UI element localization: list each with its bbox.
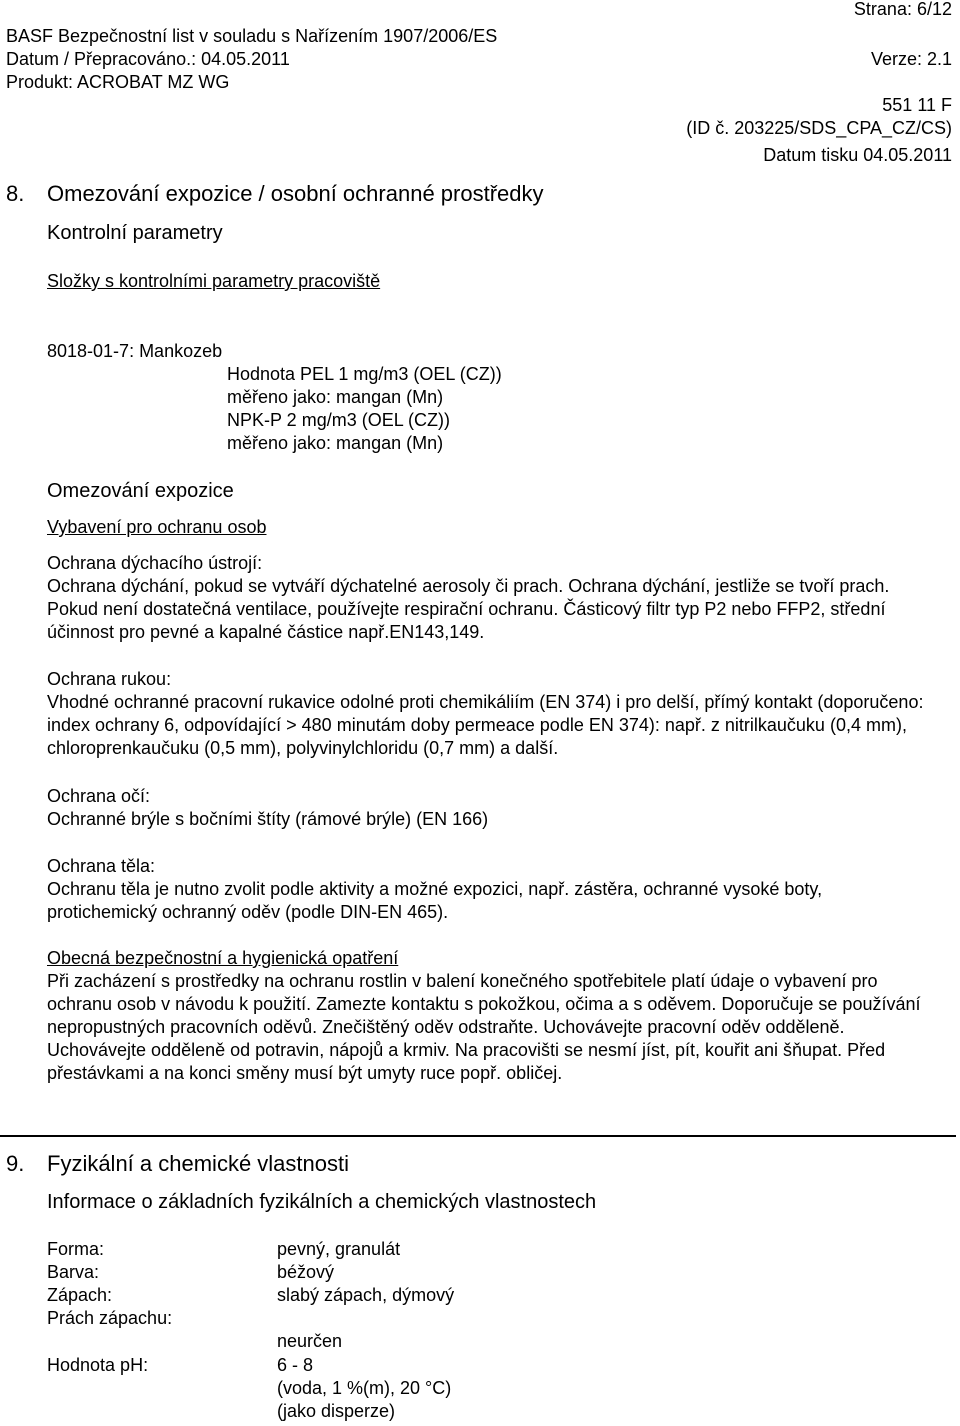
properties-heading: Informace o základních fyzikálních a chemických vlastnostech xyxy=(47,1191,597,1213)
hands-label: Ochrana rukou: xyxy=(47,669,172,689)
limit-line: měřeno jako: mangan (Mn) xyxy=(227,387,444,407)
property-value: béžový xyxy=(277,1262,335,1282)
respiratory-label: Ochrana dýchacího ústrojí: xyxy=(47,553,263,573)
respiratory-text: Ochrana dýchání, pokud se vytváří dýchatelné aerosoly či prach. Ochrana dýchání, jestliže se tvoří prach. Pokud není dostatečná ventilace, používejte respirační ochranu. Částicový filtr typ P2 nebo FFP2, střední účinnost pro pevné a kapalné částice např.EN143,149. xyxy=(47,576,890,642)
substance-id: 8018-01-7: Mankozeb xyxy=(47,341,223,361)
limit-line: měřeno jako: mangan (Mn) xyxy=(227,433,444,453)
section-9-title: Fyzikální a chemické vlastnosti xyxy=(47,1151,349,1176)
ph-dispersion: (jako disperze) xyxy=(277,1401,396,1421)
section-8-number: 8. xyxy=(6,181,25,206)
version: Verze: 2.1 xyxy=(870,49,952,69)
property-label: Barva: xyxy=(47,1262,100,1282)
body-label: Ochrana těla: xyxy=(47,856,156,876)
section-9-number: 9. xyxy=(6,1151,25,1176)
components-subheading: Složky s kontrolními parametry pracoviště xyxy=(47,271,381,291)
ph-conditions: (voda, 1 %(m), 20 °C) xyxy=(277,1378,452,1398)
property-value: slabý zápach, dýmový xyxy=(277,1285,455,1305)
page-number: Strana: 6/12 xyxy=(853,0,952,19)
property-value: pevný, granulát xyxy=(277,1239,401,1259)
limit-line: NPK-P 2 mg/m3 (OEL (CZ)) xyxy=(227,410,451,430)
eyes-label: Ochrana očí: xyxy=(47,786,151,806)
property-label: Forma: xyxy=(47,1239,105,1259)
control-params-heading: Kontrolní parametry xyxy=(47,222,223,244)
product-name: Produkt: ACROBAT MZ WG xyxy=(6,72,230,92)
limit-line: Hodnota PEL 1 mg/m3 (OEL (CZ)) xyxy=(227,364,502,384)
property-value: neurčen xyxy=(277,1331,343,1351)
print-date: Datum tisku 04.05.2011 xyxy=(763,145,952,165)
section-8-title: Omezování expozice / osobní ochranné prostředky xyxy=(47,181,544,206)
revision-date: Datum / Přepracováno.: 04.05.2011 xyxy=(6,49,290,69)
ppe-subheading: Vybavení pro ochranu osob xyxy=(47,517,267,537)
property-value: 6 - 8 xyxy=(277,1355,314,1375)
hands-text: Vhodné ochranné pracovní rukavice odolné proti chemikáliím (EN 374) i pro delší, přímý kontakt (doporučeno: index ochrany 6, odpovídající > 480 minutám doby permeace podle EN 374): např. z nitrilkaučuku (0,4 mm), chloroprenkaučuku (0,5 mm), polyvinylchloridu (0,7 mm) a další. xyxy=(47,692,924,758)
hygiene-heading: Obecná bezpečnostní a hygienická opatření xyxy=(47,948,399,968)
hygiene-text: Při zacházení s prostředky na ochranu rostlin v balení konečného spotřebitele platí údaje o vybavení pro ochranu osob v návodu k použití. Zamezte kontaktu s pokožkou, očima a s oděvem. Doporučuje se používání nepropustných pracovních oděvů. Znečištěný oděv odstraňte. Uchovávejte pracovní oděv odděleně. Uchovávejte odděleně od potravin, nápojů a krmiv. Na pracovišti se nesmí jíst, pít, kouřit ani šňupat. Před přestávkami a na konci směny musí být umyty ruce popř. obličej. xyxy=(47,971,921,1083)
document-title: BASF Bezpečnostní list v souladu s Nařízením 1907/2006/ES xyxy=(6,26,498,46)
property-label: Zápach: xyxy=(47,1285,113,1305)
product-code: 551 11 F xyxy=(882,95,952,115)
document-id: (ID č. 203225/SDS_CPA_CZ/CS) xyxy=(686,118,952,138)
body-text: Ochranu těla je nutno zvolit podle aktivity a možné expozici, např. zástěra, ochranné vysoké boty, protichemický ochranný oděv (podle DIN-EN 465). xyxy=(47,879,823,922)
eyes-text: Ochranné brýle s bočními štíty (rámové brýle) (EN 166) xyxy=(47,809,489,829)
section-divider xyxy=(0,1135,956,1137)
exposure-heading: Omezování expozice xyxy=(47,480,234,502)
property-label: Prách zápachu: xyxy=(47,1308,173,1328)
property-label: Hodnota pH: xyxy=(47,1355,149,1375)
